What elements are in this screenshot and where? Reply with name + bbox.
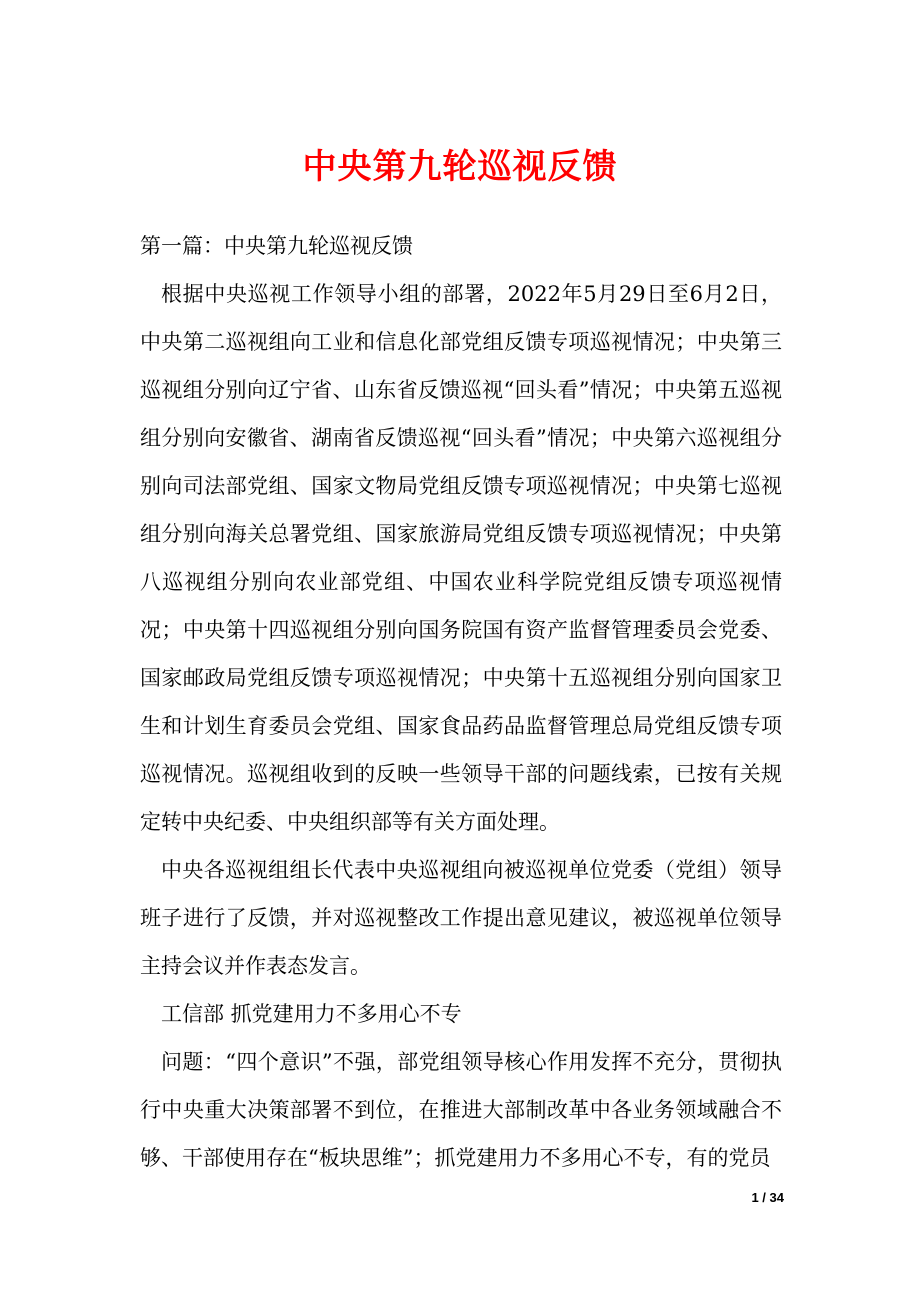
page-number: 1 / 34	[751, 1190, 784, 1205]
document-body	[140, 222, 782, 1182]
paragraph: 根据中央巡视工作领导小组的部署，2022年5月29日至6月2日，中央第二巡视组向工业和信息化部党组反馈专项巡视情况；中央第三巡视组分别向辽宁省、山东省反馈巡视“回头看”情况；中央第五巡视组分别向安徽省、湖南省反馈巡视“回头看”情况；中央第六巡视组分别向司法部党组、国家文物局党组反馈专项巡视情况；中央第七巡视组分别向海关总署党组、国家旅游局党组反馈专项巡视情况；中央第八巡视组分别向农业部党组、中国农业科学院党组反馈专项巡视情况；中央第十四巡视组分别向国务院国有资产监督管理委员会党委、国家邮政局党组反馈专项巡视情况；中央第十五巡视组分别向国家卫生和计划生育委员会党组、国家食品药品监督管理总局党组反馈专项巡视情况。巡视组收到的反映一些领导干部的问题线索，已按有关规定转中央纪委、中央组织部等有关方面处理。	[140, 282, 782, 834]
section-heading: 第一篇：中央第九轮巡视反馈	[140, 234, 413, 258]
subheading: 工信部 抓党建用力不多用心不专	[161, 1002, 462, 1026]
document-title: 中央第九轮巡视反馈	[302, 147, 618, 187]
paragraph: 中央各巡视组组长代表中央巡视组向被巡视单位党委（党组）领导班子进行了反馈，并对巡视整改工作提出意见建议，被巡视单位领导主持会议并作表态发言。	[140, 858, 782, 978]
paragraph: 问题：“四个意识”不强，部党组领导核心作用发挥不充分，贯彻执行中央重大决策部署不到位，在推进大部制改革中各业务领域融合不够、干部使用存在“板块思维”；抓党建用力不多用心不专，有的党员	[140, 1050, 782, 1170]
